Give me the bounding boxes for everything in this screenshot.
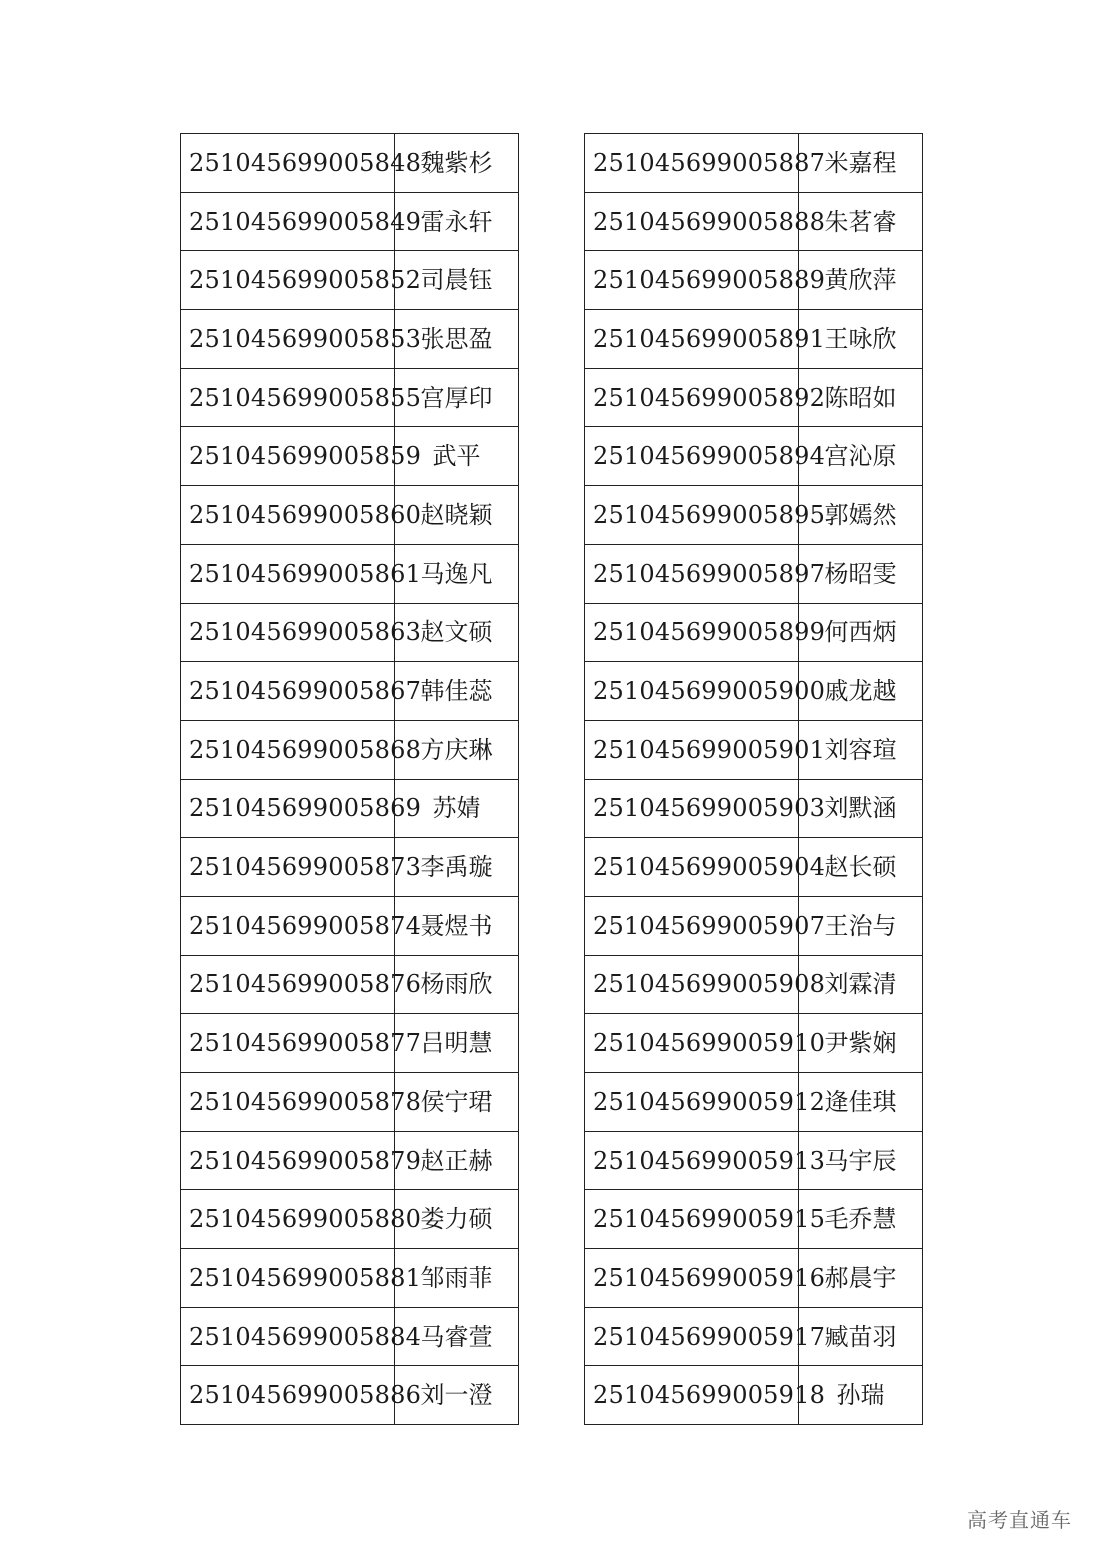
table-row bbox=[181, 1073, 519, 1132]
student-name-cell: 朱茗睿 bbox=[799, 192, 923, 251]
exam-number-cell: 251045699005916 bbox=[585, 1249, 799, 1308]
student-name-cell: 娄力硕 bbox=[395, 1190, 519, 1249]
table-row bbox=[585, 427, 923, 486]
table-row bbox=[585, 134, 923, 193]
table-row bbox=[585, 1131, 923, 1190]
table-row bbox=[585, 1190, 923, 1249]
student-name-cell: 方庆琳 bbox=[395, 720, 519, 779]
student-name-cell: 雷永轩 bbox=[395, 192, 519, 251]
student-name-cell: 刘容瑄 bbox=[799, 720, 923, 779]
table-row bbox=[181, 1366, 519, 1425]
table-row bbox=[181, 720, 519, 779]
table-row bbox=[181, 1249, 519, 1308]
exam-number-cell: 251045699005903 bbox=[585, 779, 799, 838]
exam-number-cell: 251045699005848 bbox=[181, 134, 395, 193]
student-name-cell: 赵长硕 bbox=[799, 838, 923, 897]
student-name-cell: 宫沁原 bbox=[799, 427, 923, 486]
student-name-cell: 戚龙越 bbox=[799, 662, 923, 721]
student-name-cell: 陈昭如 bbox=[799, 368, 923, 427]
table-row bbox=[181, 1014, 519, 1073]
table-row bbox=[181, 544, 519, 603]
student-name-cell: 杨雨欣 bbox=[395, 955, 519, 1014]
exam-number-cell: 251045699005863 bbox=[181, 603, 395, 662]
exam-number-cell: 251045699005880 bbox=[181, 1190, 395, 1249]
student-name-cell: 毛乔慧 bbox=[799, 1190, 923, 1249]
exam-number-cell: 251045699005895 bbox=[585, 486, 799, 545]
table-row bbox=[585, 1014, 923, 1073]
table-row bbox=[585, 896, 923, 955]
table-row bbox=[585, 1073, 923, 1132]
exam-number-cell: 251045699005852 bbox=[181, 251, 395, 310]
exam-number-cell: 251045699005849 bbox=[181, 192, 395, 251]
exam-number-cell: 251045699005877 bbox=[181, 1014, 395, 1073]
student-name-cell: 刘一澄 bbox=[395, 1366, 519, 1425]
student-name-cell: 王咏欣 bbox=[799, 310, 923, 369]
table-row bbox=[181, 896, 519, 955]
student-name-cell: 何西炳 bbox=[799, 603, 923, 662]
exam-number-cell: 251045699005908 bbox=[585, 955, 799, 1014]
table-row bbox=[585, 720, 923, 779]
student-name-cell: 张思盈 bbox=[395, 310, 519, 369]
exam-number-cell: 251045699005899 bbox=[585, 603, 799, 662]
table-row bbox=[181, 779, 519, 838]
roster-table-left bbox=[180, 133, 519, 1425]
table-row bbox=[181, 427, 519, 486]
exam-number-cell: 251045699005888 bbox=[585, 192, 799, 251]
exam-number-cell: 251045699005867 bbox=[181, 662, 395, 721]
table-row bbox=[181, 310, 519, 369]
student-name-cell: 刘霖清 bbox=[799, 955, 923, 1014]
exam-number-cell: 251045699005915 bbox=[585, 1190, 799, 1249]
exam-number-cell: 251045699005912 bbox=[585, 1073, 799, 1132]
exam-number-cell: 251045699005918 bbox=[585, 1366, 799, 1425]
exam-number-cell: 251045699005897 bbox=[585, 544, 799, 603]
exam-number-cell: 251045699005886 bbox=[181, 1366, 395, 1425]
table-row bbox=[585, 662, 923, 721]
table-row bbox=[181, 486, 519, 545]
exam-number-cell: 251045699005901 bbox=[585, 720, 799, 779]
table-row bbox=[585, 1249, 923, 1308]
student-name-cell: 米嘉程 bbox=[799, 134, 923, 193]
student-name-cell: 马逸凡 bbox=[395, 544, 519, 603]
student-name-cell: 杨昭雯 bbox=[799, 544, 923, 603]
table-row bbox=[585, 486, 923, 545]
table-row bbox=[181, 134, 519, 193]
table-row bbox=[585, 310, 923, 369]
table-row bbox=[181, 251, 519, 310]
student-name-cell: 苏婧 bbox=[395, 779, 519, 838]
table-row bbox=[585, 368, 923, 427]
student-name-cell: 赵晓颖 bbox=[395, 486, 519, 545]
student-name-cell: 李禹璇 bbox=[395, 838, 519, 897]
table-row bbox=[181, 1307, 519, 1366]
table-row bbox=[181, 1131, 519, 1190]
table-row bbox=[585, 838, 923, 897]
exam-number-cell: 251045699005904 bbox=[585, 838, 799, 897]
exam-number-cell: 251045699005853 bbox=[181, 310, 395, 369]
exam-number-cell: 251045699005889 bbox=[585, 251, 799, 310]
exam-number-cell: 251045699005869 bbox=[181, 779, 395, 838]
table-row bbox=[181, 838, 519, 897]
roster-table-right bbox=[584, 133, 923, 1425]
exam-number-cell: 251045699005894 bbox=[585, 427, 799, 486]
student-name-cell: 赵正赫 bbox=[395, 1131, 519, 1190]
student-name-cell: 郭嫣然 bbox=[799, 486, 923, 545]
exam-number-cell: 251045699005917 bbox=[585, 1307, 799, 1366]
table-row bbox=[585, 1366, 923, 1425]
exam-number-cell: 251045699005891 bbox=[585, 310, 799, 369]
student-name-cell: 聂煜书 bbox=[395, 896, 519, 955]
table-row bbox=[181, 603, 519, 662]
table-row bbox=[585, 955, 923, 1014]
student-name-cell: 邹雨菲 bbox=[395, 1249, 519, 1308]
exam-number-cell: 251045699005900 bbox=[585, 662, 799, 721]
table-row bbox=[181, 955, 519, 1014]
exam-number-cell: 251045699005861 bbox=[181, 544, 395, 603]
table-row bbox=[585, 544, 923, 603]
student-name-cell: 马宇辰 bbox=[799, 1131, 923, 1190]
exam-number-cell: 251045699005892 bbox=[585, 368, 799, 427]
student-name-cell: 逄佳琪 bbox=[799, 1073, 923, 1132]
student-name-cell: 郝晨宇 bbox=[799, 1249, 923, 1308]
exam-number-cell: 251045699005907 bbox=[585, 896, 799, 955]
table-row bbox=[181, 368, 519, 427]
student-name-cell: 赵文硕 bbox=[395, 603, 519, 662]
student-name-cell: 魏紫杉 bbox=[395, 134, 519, 193]
exam-number-cell: 251045699005913 bbox=[585, 1131, 799, 1190]
exam-number-cell: 251045699005887 bbox=[585, 134, 799, 193]
table-row bbox=[181, 662, 519, 721]
student-name-cell: 刘默涵 bbox=[799, 779, 923, 838]
student-name-cell: 侯宁珺 bbox=[395, 1073, 519, 1132]
exam-number-cell: 251045699005881 bbox=[181, 1249, 395, 1308]
exam-number-cell: 251045699005910 bbox=[585, 1014, 799, 1073]
student-name-cell: 司晨钰 bbox=[395, 251, 519, 310]
table-row bbox=[585, 192, 923, 251]
student-name-cell: 臧苗羽 bbox=[799, 1307, 923, 1366]
exam-number-cell: 251045699005860 bbox=[181, 486, 395, 545]
exam-number-cell: 251045699005884 bbox=[181, 1307, 395, 1366]
student-name-cell: 孙瑞 bbox=[799, 1366, 923, 1425]
exam-number-cell: 251045699005868 bbox=[181, 720, 395, 779]
student-name-cell: 尹紫娴 bbox=[799, 1014, 923, 1073]
watermark-text: 高考直通车 bbox=[967, 1508, 1072, 1532]
exam-number-cell: 251045699005874 bbox=[181, 896, 395, 955]
exam-number-cell: 251045699005859 bbox=[181, 427, 395, 486]
student-name-cell: 吕明慧 bbox=[395, 1014, 519, 1073]
table-row bbox=[181, 192, 519, 251]
student-name-cell: 王治与 bbox=[799, 896, 923, 955]
student-name-cell: 马睿萱 bbox=[395, 1307, 519, 1366]
student-name-cell: 韩佳蕊 bbox=[395, 662, 519, 721]
table-row bbox=[585, 779, 923, 838]
exam-number-cell: 251045699005876 bbox=[181, 955, 395, 1014]
student-name-cell: 武平 bbox=[395, 427, 519, 486]
exam-number-cell: 251045699005855 bbox=[181, 368, 395, 427]
student-name-cell: 黄欣萍 bbox=[799, 251, 923, 310]
table-row bbox=[585, 1307, 923, 1366]
table-row bbox=[181, 1190, 519, 1249]
student-name-cell: 宫厚印 bbox=[395, 368, 519, 427]
exam-number-cell: 251045699005873 bbox=[181, 838, 395, 897]
exam-number-cell: 251045699005879 bbox=[181, 1131, 395, 1190]
table-row bbox=[585, 603, 923, 662]
exam-number-cell: 251045699005878 bbox=[181, 1073, 395, 1132]
table-row bbox=[585, 251, 923, 310]
